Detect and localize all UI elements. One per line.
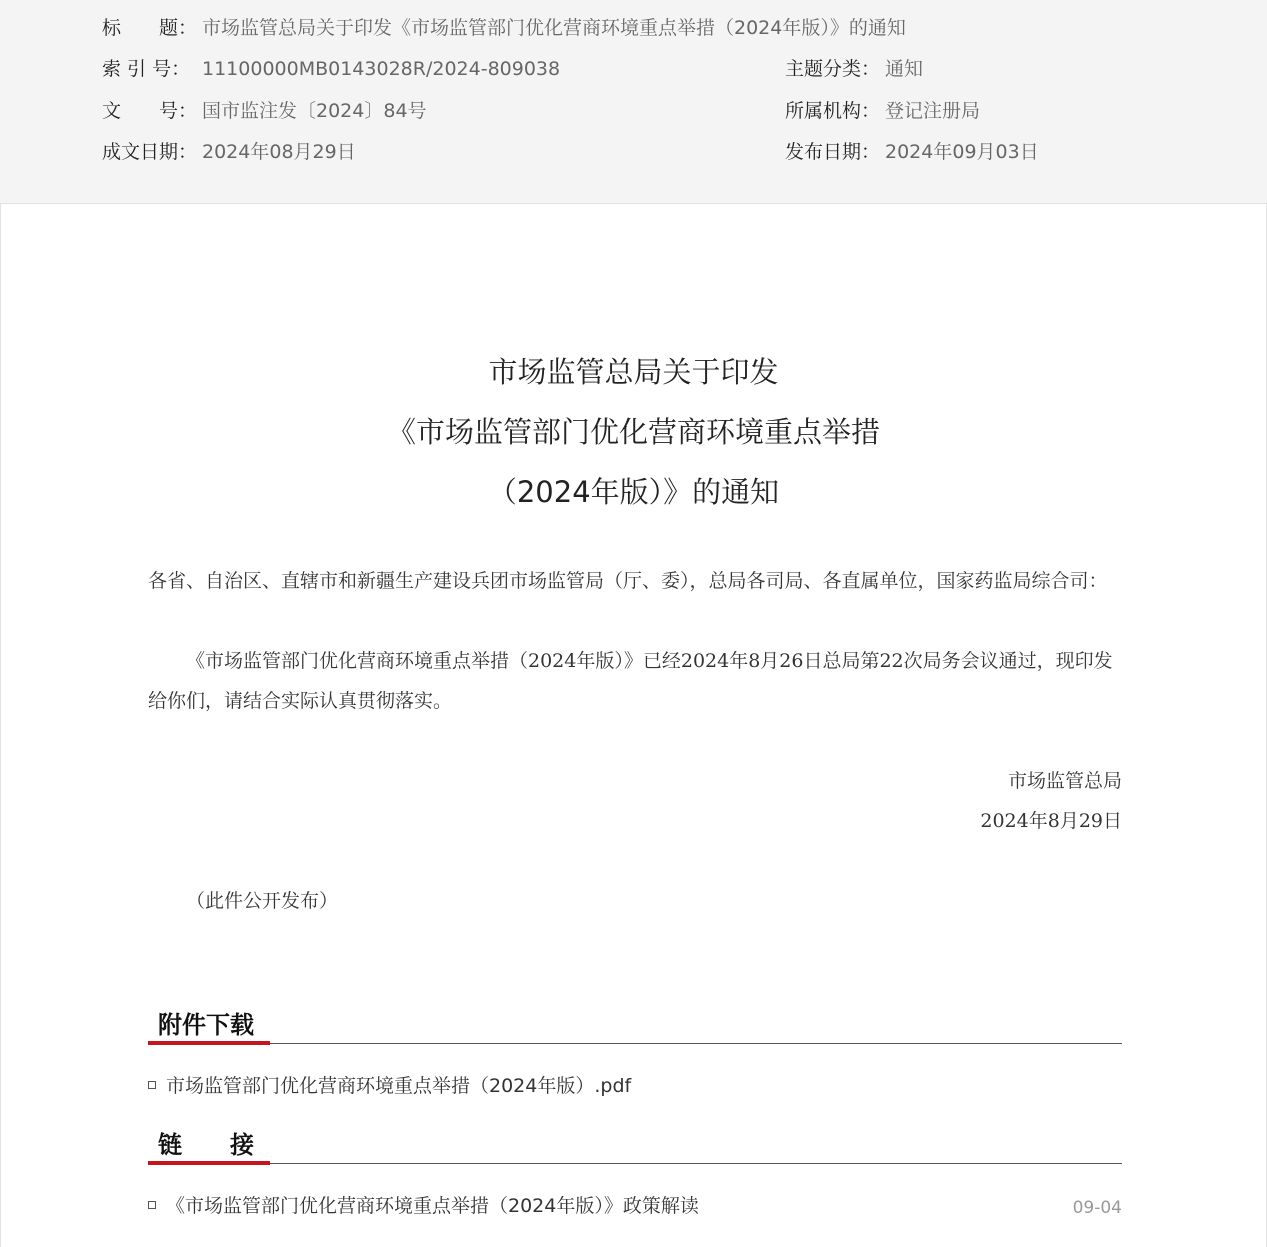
article-title-line-3: （2024年版）》的通知: [487, 475, 780, 509]
document-metadata-panel: [0, 0, 1267, 204]
meta-publish-date-label: 发布日期：: [785, 141, 881, 163]
attachment-link[interactable]: 市场监管部门优化营商环境重点举措（2024年版）.pdf: [166, 1075, 632, 1097]
article-body-paragraph: 《市场监管部门优化营商环境重点举措（2024年版）》已经2024年8月26日总局第22次局务会议通过，现印发给你们，请结合实际认真贯彻落实。: [148, 650, 1113, 712]
article-title-line-2: 《市场监管部门优化营商环境重点举措: [386, 415, 880, 449]
meta-written-date-label: 成文日期：: [102, 141, 198, 163]
meta-doc-no-value: 国市监注发〔2024〕84号: [202, 100, 427, 122]
related-link-item[interactable]: [148, 1193, 1122, 1219]
attachments-section-header: [148, 1004, 1122, 1044]
article-sign-date: 2024年8月29日: [980, 810, 1122, 832]
meta-category-value: 通知: [885, 58, 924, 80]
meta-doc-no-label: 文 号：: [102, 100, 198, 122]
article-salutation: 各省、自治区、直辖市和新疆生产建设兵团市场监管局（厅、委），总局各司局、各直属单位，国家药监局综合司：: [148, 570, 1108, 592]
attachment-item[interactable]: [148, 1073, 1122, 1099]
related-link[interactable]: 《市场监管部门优化营商环境重点举措（2024年版）》政策解读: [166, 1195, 699, 1217]
meta-org-row: [785, 98, 980, 124]
meta-org-label: 所属机构：: [785, 100, 881, 122]
meta-title-label: 标 题：: [102, 17, 198, 39]
meta-index-value: 11100000MB0143028R/2024-809038: [202, 58, 561, 80]
meta-index-label: 索 引 号：: [102, 58, 191, 80]
meta-title-row: [102, 15, 906, 41]
meta-org-value: 登记注册局: [885, 100, 981, 122]
links-heading: 链 接: [148, 1131, 270, 1165]
attachments-heading: 附件下载: [148, 1011, 270, 1045]
meta-doc-no-row: [102, 98, 427, 124]
related-link-date: 09-04: [1072, 1198, 1122, 1218]
links-section-header: [148, 1124, 1122, 1164]
square-bullet-icon: [148, 1081, 156, 1089]
meta-publish-date-value: 2024年09月03日: [885, 141, 1039, 163]
meta-category-label: 主题分类：: [785, 58, 881, 80]
meta-index-row: [102, 56, 560, 82]
article-signature: 市场监管总局: [1007, 770, 1122, 792]
disclosure-note: （此件公开发布）: [186, 890, 339, 912]
meta-written-date-row: [102, 139, 356, 165]
square-bullet-icon: [148, 1201, 156, 1209]
article-title: [0, 342, 1267, 522]
article-title-line-1: 市场监管总局关于印发: [488, 355, 779, 389]
meta-publish-date-row: [785, 139, 1039, 165]
meta-written-date-value: 2024年08月29日: [202, 141, 356, 163]
meta-category-row: [785, 56, 923, 82]
meta-title-value: 市场监管总局关于印发《市场监管部门优化营商环境重点举措（2024年版）》的通知: [202, 17, 906, 39]
